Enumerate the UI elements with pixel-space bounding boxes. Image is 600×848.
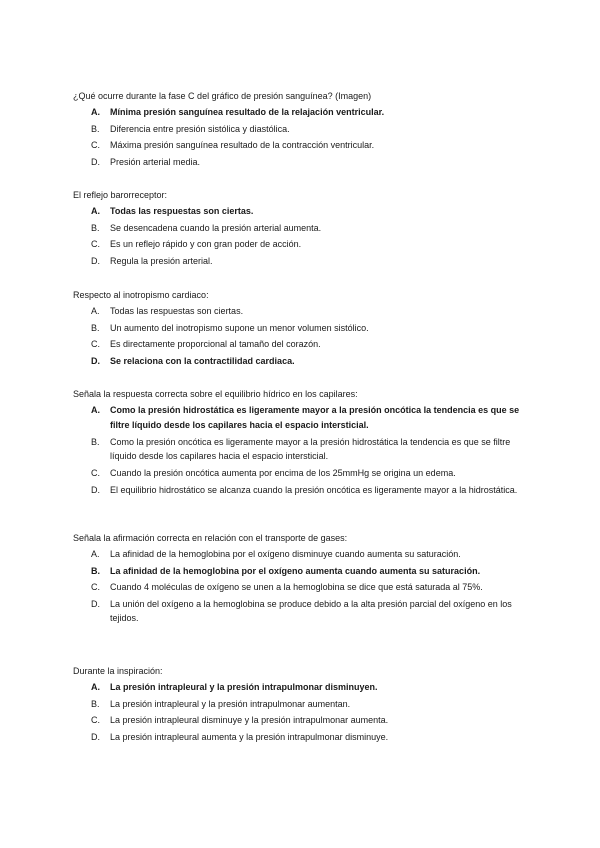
question-5 xyxy=(73,532,533,628)
option-list xyxy=(73,304,533,368)
question-text: Respecto al inotropismo cardiaco: xyxy=(73,290,209,300)
option-letter: B. xyxy=(91,565,100,576)
option-letter: C. xyxy=(91,582,100,593)
option-c xyxy=(73,337,533,351)
option-text: Se desencadena cuando la presión arterial aumenta. xyxy=(110,222,322,233)
option-letter: B. xyxy=(91,698,100,709)
option-text: Cuando 4 moléculas de oxígeno se unen a la hemoglobina se dice que está saturada al 75%. xyxy=(110,582,483,593)
question-3 xyxy=(73,289,533,370)
option-letter: C. xyxy=(91,140,100,151)
option-c xyxy=(73,713,533,727)
option-a xyxy=(73,204,533,218)
question-text: Durante la inspiración: xyxy=(73,666,163,676)
option-letter: A. xyxy=(91,405,100,415)
option-a xyxy=(73,304,533,318)
option-text: Es un reflejo rápido y con gran poder de acción. xyxy=(110,239,302,250)
question-6 xyxy=(73,665,533,746)
question-text: Señala la afirmación correcta en relación con el transporte de gases: xyxy=(73,533,348,543)
option-letter: B. xyxy=(91,123,100,134)
option-text: Regula la presión arterial. xyxy=(110,255,213,266)
option-letter: A. xyxy=(91,107,100,117)
option-letter: D. xyxy=(91,731,100,742)
option-text: Es directamente proporcional al tamaño del corazón. xyxy=(110,339,321,350)
option-letter: C. xyxy=(91,339,100,350)
option-list xyxy=(73,403,533,497)
option-a xyxy=(73,680,533,694)
option-d xyxy=(73,354,533,368)
option-text: Como la presión oncótica es ligeramente mayor a la presión hidrostática la tendencia es que se filtre líquido desde los capilares hacia el espacio intersticial. xyxy=(110,436,511,462)
option-text: La presión intrapleural y la presión intrapulmonar aumentan. xyxy=(110,698,351,709)
option-d xyxy=(73,483,533,498)
option-letter: D. xyxy=(91,156,100,167)
option-letter: B. xyxy=(91,222,100,233)
option-c xyxy=(73,237,533,251)
option-text: La presión intrapleural y la presión intrapulmonar disminuyen. xyxy=(110,682,378,692)
option-text: Como la presión hidrostática es ligeramente mayor a la presión oncótica la tendencia es que se filtre líquido desde los capilares hacia el espacio intersticial. xyxy=(110,405,520,430)
option-text: Presión arterial media. xyxy=(110,156,201,167)
option-d xyxy=(73,730,533,744)
option-text: Máxima presión sanguínea resultado de la contracción ventricular. xyxy=(110,140,375,151)
option-b xyxy=(73,221,533,235)
option-list xyxy=(73,547,533,626)
option-c xyxy=(73,466,533,480)
option-list xyxy=(73,105,533,169)
option-letter: B. xyxy=(91,322,100,333)
option-text: Un aumento del inotropismo supone un menor volumen sistólico. xyxy=(110,322,369,333)
option-letter: C. xyxy=(91,468,100,479)
option-letter: C. xyxy=(91,715,100,726)
option-b xyxy=(73,122,533,136)
option-d xyxy=(73,597,533,626)
option-text: La presión intrapleural aumenta y la presión intrapulmonar disminuye. xyxy=(110,731,389,742)
option-letter: D. xyxy=(91,484,100,495)
option-b xyxy=(73,321,533,335)
option-c xyxy=(73,138,533,152)
option-letter: B. xyxy=(91,436,100,447)
question-1 xyxy=(73,90,533,171)
option-letter: A. xyxy=(91,306,100,316)
option-letter: A. xyxy=(91,549,100,559)
option-b xyxy=(73,697,533,711)
option-letter: C. xyxy=(91,239,100,250)
option-text: Cuando la presión oncótica aumenta por encima de los 25mmHg se origina un edema. xyxy=(110,468,456,479)
option-text: Se relaciona con la contractilidad cardiaca. xyxy=(110,355,295,366)
question-text: Señala la respuesta correcta sobre el equilibrio hídrico en los capilares: xyxy=(73,389,358,399)
option-b xyxy=(73,564,533,578)
option-a xyxy=(73,547,533,561)
option-c xyxy=(73,580,533,594)
option-text: Mínima presión sanguínea resultado de la relajación ventricular. xyxy=(110,107,385,117)
option-letter: D. xyxy=(91,355,100,366)
option-list xyxy=(73,680,533,744)
option-letter: A. xyxy=(91,682,100,692)
option-letter: A. xyxy=(91,206,100,216)
option-text: La afinidad de la hemoglobina por el oxígeno disminuye cuando aumenta su saturación. xyxy=(110,549,461,559)
option-text: Todas las respuestas son ciertas. xyxy=(110,206,254,216)
question-text: El reflejo barorreceptor: xyxy=(73,190,168,200)
option-letter: D. xyxy=(91,255,100,266)
option-d xyxy=(73,155,533,169)
option-text: La afinidad de la hemoglobina por el oxígeno aumenta cuando aumenta su saturación. xyxy=(110,565,481,576)
option-b xyxy=(73,435,533,464)
option-list xyxy=(73,204,533,268)
question-text: ¿Qué ocurre durante la fase C del gráfico de presión sanguínea? (Imagen) xyxy=(73,91,372,101)
option-a xyxy=(73,105,533,119)
option-a xyxy=(73,403,533,432)
option-text: Diferencia entre presión sistólica y diastólica. xyxy=(110,123,290,134)
question-4 xyxy=(73,388,533,500)
option-text: La presión intrapleural disminuye y la presión intrapulmonar aumenta. xyxy=(110,715,389,726)
option-text: Todas las respuestas son ciertas. xyxy=(110,306,244,316)
question-2 xyxy=(73,189,533,270)
option-text: El equilibrio hidrostático se alcanza cuando la presión oncótica es ligeramente mayor a la hidrostática. xyxy=(110,484,518,495)
option-text: La unión del oxígeno a la hemoglobina se produce debido a la alta presión parcial del oxígeno en los tejidos. xyxy=(110,598,512,624)
option-letter: D. xyxy=(91,598,100,609)
option-d xyxy=(73,254,533,268)
